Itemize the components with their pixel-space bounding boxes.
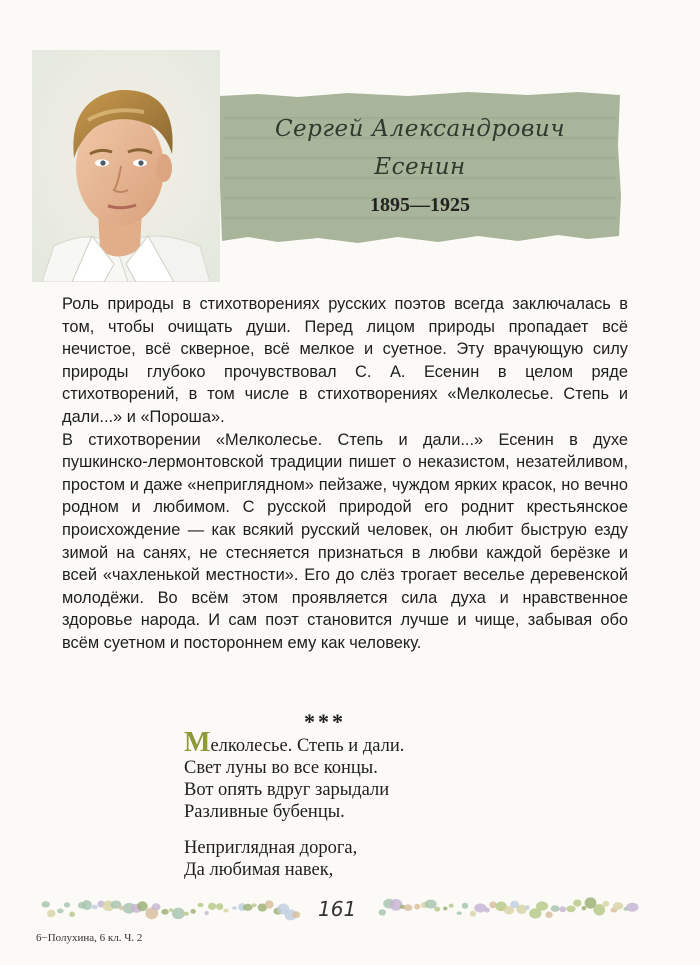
- pebble-dot: [582, 906, 587, 910]
- poet-name-first: Сергей Александрович: [274, 116, 566, 142]
- pebble-dot: [626, 903, 638, 912]
- pebble-dot: [404, 904, 413, 911]
- pebble-dot: [414, 904, 420, 910]
- poem-separator-stars: ***: [304, 709, 346, 734]
- pebble-dot: [190, 909, 195, 914]
- page-number: 161: [312, 897, 362, 921]
- pebble-dot: [252, 903, 257, 907]
- pebble-dot: [41, 901, 49, 908]
- pebble-dot: [470, 911, 476, 917]
- poem-line-2: Свет луны во все концы.: [184, 758, 378, 778]
- pebble-dot: [536, 901, 548, 910]
- pebble-dot: [593, 904, 605, 915]
- pebble-dot: [137, 901, 148, 911]
- pebble-dot: [474, 903, 487, 912]
- pebble-dot: [232, 906, 237, 909]
- poet-name-last: Есенин: [374, 154, 466, 180]
- poet-portrait: [32, 50, 220, 282]
- pebble-dot: [82, 900, 92, 910]
- pebble-dot: [559, 906, 566, 912]
- poem-line-1: [184, 727, 504, 758]
- pebble-dot: [443, 907, 448, 911]
- drop-cap: М: [184, 727, 211, 758]
- pebble-dot: [64, 902, 70, 907]
- pebble-dot: [425, 900, 437, 909]
- poem: [184, 727, 504, 881]
- imprint-text: 6−Полухина, 6 кл. Ч. 2: [36, 932, 143, 944]
- pebble-dot: [485, 907, 490, 912]
- pebble-dot: [152, 903, 161, 910]
- poem-line-3: Вот опять вдруг зарыдали: [184, 780, 390, 800]
- pebble-dot: [390, 899, 403, 911]
- poet-years: 1895—1925: [370, 194, 470, 216]
- pebble-dot: [449, 904, 454, 908]
- pebble-dot: [47, 910, 56, 918]
- pebble-dot: [378, 909, 386, 915]
- pebble-dot: [489, 901, 496, 908]
- pebble-dot: [208, 903, 216, 910]
- pebble-dot: [525, 905, 530, 910]
- pebble-dot: [265, 900, 274, 908]
- pebble-dot: [613, 902, 623, 910]
- pebble-dot: [462, 903, 469, 909]
- pebble-dot: [545, 911, 552, 918]
- article-text: [62, 293, 628, 655]
- pebble-dot: [434, 907, 440, 912]
- pebble-dot: [172, 908, 185, 919]
- paragraph-2: В стихотворении «Мелколесье. Степь и дали...» Есенин в духе пушкинско-лермонтовской традиции пишет о неказистом, незатейливом, простом и даже «неприглядном» пейзаже, чуждом ярких красок, но вечно родном и любимом. С русской природой его роднит крестьянское происхождение — как всякий русский человек, он любит быструю езду зимой на санях, не стесняется признаться в любви каждой берёзке и всей «чахленькой местности». Его до слёз трогает веселье деревенской молодёжи. Во всём этом проявляется сила духа и нравственное здоровье народа. И сам поэт становится лучше и чище, забывая обо всём суетном и постороннем ему как человеку.: [62, 430, 628, 652]
- pebble-dot: [57, 909, 64, 914]
- pebble-dot: [243, 904, 253, 911]
- poet-name-card: [218, 86, 622, 246]
- poem-line-5: Неприглядная дорога,: [184, 838, 358, 858]
- pebble-dot: [551, 905, 560, 912]
- pebble-dot: [602, 901, 609, 907]
- pebble-dot: [69, 912, 75, 918]
- pebble-dot: [205, 911, 209, 915]
- poem-line-6: Да любимая навек,: [184, 860, 334, 880]
- poem-line-4: Разливные бубенцы.: [184, 802, 345, 822]
- pebble-dot: [197, 903, 203, 907]
- pebble-dot: [161, 909, 169, 915]
- pebble-dot: [566, 906, 575, 913]
- pebble-dot: [184, 912, 189, 916]
- pebble-dot: [92, 905, 98, 910]
- paragraph-1: Роль природы в стихотворениях русских поэтов всегда заключалась в том, чтобы очищать души. Перед лицом природы пропадает всё нечистое, всё скверное, всё мелкое и суетное. Эту врачующую силу природы глубоко прочувствовал С. А. Есенин в целом ряде стихотворений, в том числе в стихотворениях «Мелколесье. Степь и дали...» и «Пороша».: [62, 295, 628, 426]
- pebble-dot: [457, 911, 462, 915]
- pebble-dot: [516, 905, 527, 914]
- pebble-dot: [573, 899, 581, 906]
- poem-line-1-text: елколесье. Степь и дали.: [210, 736, 405, 756]
- pebble-dot: [216, 903, 223, 910]
- pebble-dot: [223, 908, 228, 912]
- pebble-dot: [292, 911, 300, 918]
